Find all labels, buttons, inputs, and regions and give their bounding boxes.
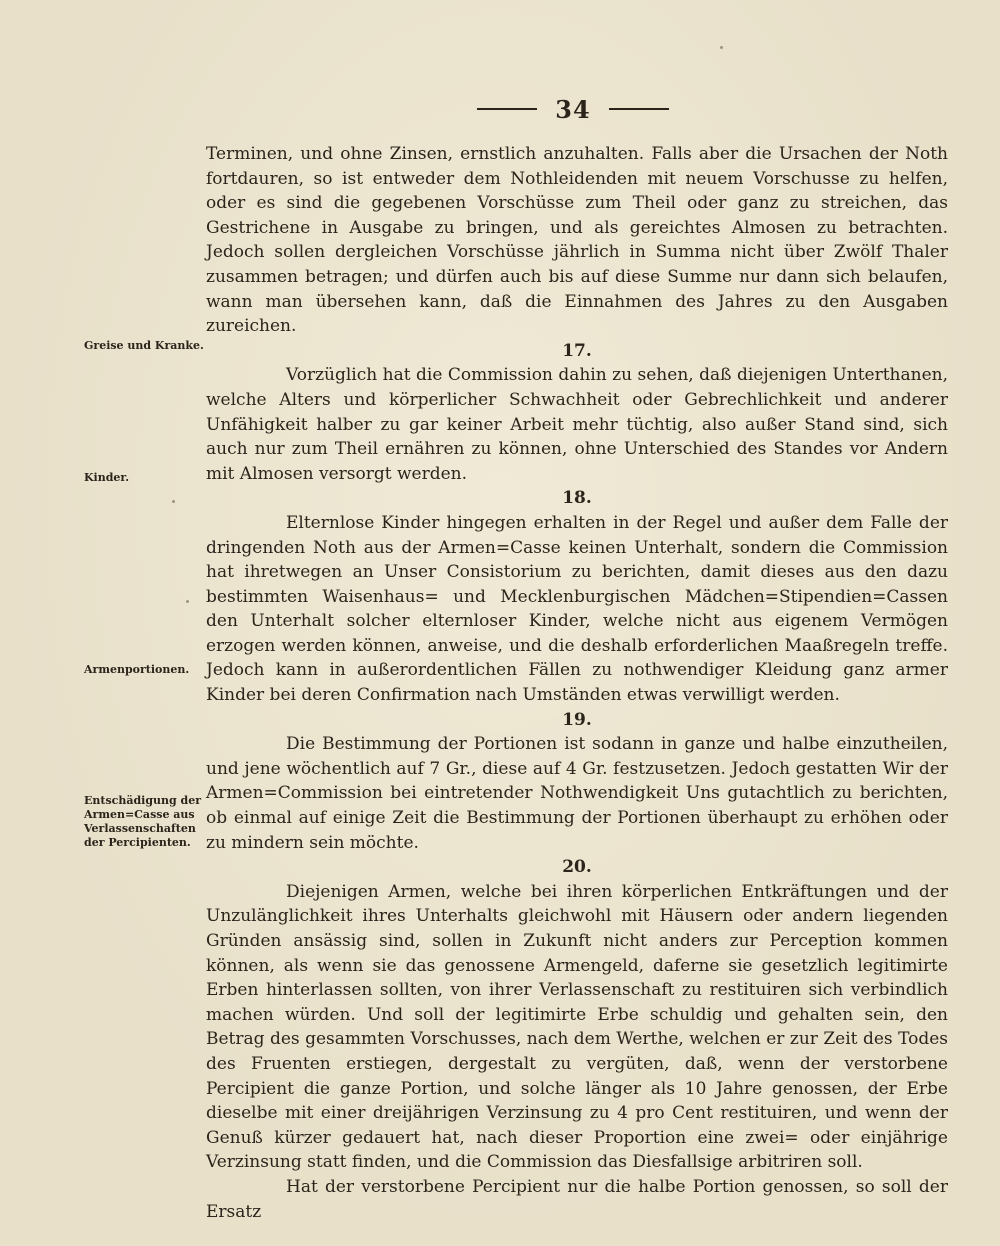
paragraph-18: Elternlose Kinder hingegen erhalten in der Regel und außer dem Falle der dringenden Noth aus der Armen=Casse keinen Unterhalt, sondern die Commission hat ihretwegen an Unser Consistorium zu berichten, damit dieses aus den dazu bestimmten Waisenhaus= und Mecklenburgischen Mädchen=Stipendien=Cassen den Unterhalt solcher elternloser Kinder, welche nicht aus eigenem Vermögen erzogen werden können, anweise, und die deshalb erforderlichen Maaßregeln treffe. Jedoch kann in außerordentlichen Fällen zu nothwendiger Kleidung ganz armer Kinder bei deren Confirmation nach Umständen etwas verwilligt werden. <box>206 512 948 706</box>
paragraph-20-continued: Hat der verstorbene Percipient nur die halbe Portion genossen, so soll der Ersatz <box>206 1176 948 1222</box>
document-body <box>206 142 948 1224</box>
paragraph-intro: Terminen, und ohne Zinsen, ernstlich anzuhalten. Falls aber die Ursachen der Noth fortdauren, so ist entweder dem Nothleidenden mit neuem Vorschusse zu helfen, oder es sind die gegebenen Vorschüsse zum Theil oder ganz zu streichen, das Gestrichene in Ausgabe zu bringen, und als gereichtes Almosen zu betrachten. Jedoch sollen dergleichen Vorschüsse jährlich in Summa nicht über Zwölf Thaler zusammen betragen; und dürfen auch bis auf diese Summe nur dann sich belaufen, wann man übersehen kann, daß die Einnahmen des Jahres zu den Ausgaben zureichen. <box>206 144 948 337</box>
header-rule-right <box>609 108 669 110</box>
paper-speck <box>186 600 189 603</box>
header-rule-left <box>477 108 537 110</box>
section-number-18: 18. <box>562 488 592 509</box>
section-number-19: 19. <box>562 709 592 730</box>
margin-note-20: Entschädigung der Armen=Casse aus Verlassenschaften der Percipienten. <box>84 794 202 849</box>
page-number: 34 <box>555 94 591 124</box>
page-header <box>468 92 678 126</box>
paper-speck <box>720 46 723 49</box>
paragraph-19: Die Bestimmung der Portionen ist sodann in ganze und halbe einzutheilen, und jene wöchentlich auf 7 Gr., diese auf 4 Gr. festzusetzen. Jedoch gestatten Wir der Armen=Commission bei eintretender Nothwendigkeit Uns gutachtlich zu berichten, ob einmal auf einige Zeit die Bestimmung der Portionen überhaupt zu erhöhen oder zu mindern sein möchte. <box>206 734 948 853</box>
section-number-17: 17. <box>562 340 592 361</box>
margin-note-18: Kinder. <box>84 471 130 484</box>
paragraph-20: Diejenigen Armen, welche bei ihren körperlichen Entkräftungen und der Unzulänglichkeit ihres Unterhalts gleichwohl mit Häusern oder andern liegenden Gründen ansässig sind, sollen in Zukunft nicht anders zur Perception kommen können, als wenn sie das genossene Armengeld, daferne sie gesetzlich legitimirte Erben hinterlassen sollten, von ihrer Verlassenschaft zu restituiren sich verbindlich machen würden. Und soll der legitimirte Erbe schuldig und gehalten sein, den Betrag des gesammten Vorschusses, nach dem Werthe, welchen er zur Zeit des Todes des Fruenten erstiegen, dergestalt zu vergüten, daß, wenn der verstorbene Percipient die ganze Portion, und solche länger als 10 Jahre genossen, der Erbe dieselbe mit einer dreijährigen Verzinsung zu 4 pro Cent restituiren, und wenn der Genuß kürzer gedauert hat, nach dieser Proportion eine zwei= oder einjährige Verzinsung statt finden, und die Commission das Diesfallsige arbitriren soll. <box>206 881 948 1173</box>
paragraph-17: Vorzüglich hat die Commission dahin zu sehen, daß diejenigen Unterthanen, welche Alters und körperlicher Schwachheit oder Gebrechlichkeit und anderer Unfähigkeit halber zu gar keiner Arbeit mehr tüchtig, also außer Stand sind, sich auch nur zum Theil ernähren zu können, ohne Unterschied des Standes vor Andern mit Almosen versorgt werden. <box>206 365 948 484</box>
section-number-20: 20. <box>562 857 592 878</box>
margin-note-19: Armenportionen. <box>84 663 190 676</box>
margin-note-17: Greise und Kranke. <box>84 339 204 352</box>
paper-speck <box>172 500 175 503</box>
